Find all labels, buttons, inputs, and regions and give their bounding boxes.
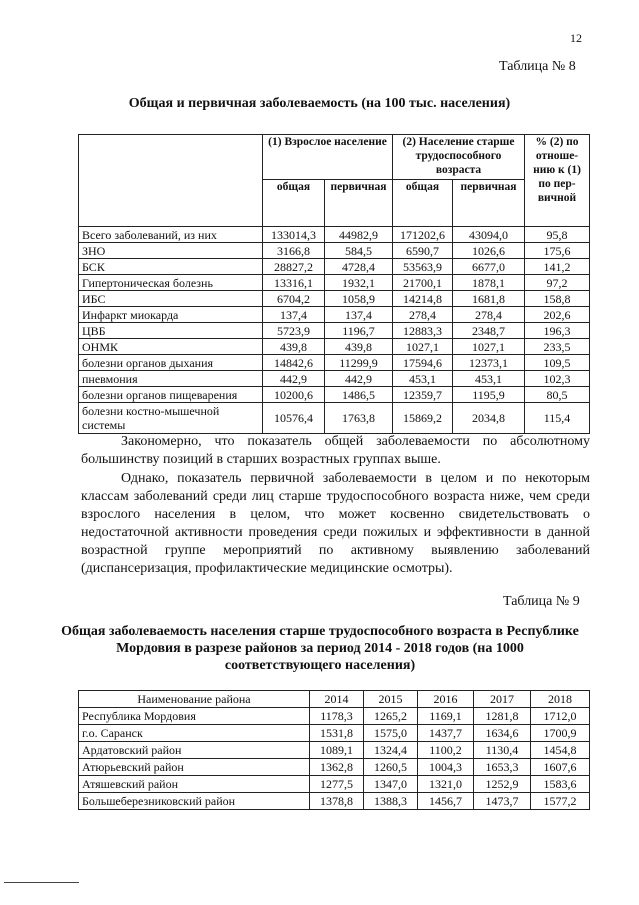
value-cell-y2018: 1577,2 <box>531 793 590 810</box>
value-cell-y2015: 1575,0 <box>364 725 418 742</box>
value-cell-ratio: 141,2 <box>525 259 590 275</box>
table-row <box>79 371 590 387</box>
table-row <box>79 708 590 725</box>
value-cell-y2017: 1281,8 <box>474 708 531 725</box>
table-row <box>79 403 590 434</box>
value-cell-s-total: 453,1 <box>393 371 453 387</box>
value-cell-a-total: 14842,6 <box>263 355 325 371</box>
row-label-cell: ИБС <box>79 291 263 307</box>
table-row <box>79 291 590 307</box>
value-cell-ratio: 196,3 <box>525 323 590 339</box>
value-cell-y2018: 1583,6 <box>531 776 590 793</box>
value-cell-s-total: 17594,6 <box>393 355 453 371</box>
value-cell-y2017: 1252,9 <box>474 776 531 793</box>
header-senior-total: общая <box>393 180 453 227</box>
row-label-cell: болезни костно-мышечной системы <box>79 403 263 434</box>
value-cell-ratio: 80,5 <box>525 387 590 403</box>
value-cell-a-total: 5723,9 <box>263 323 325 339</box>
value-cell-a-primary: 1196,7 <box>325 323 393 339</box>
district-name-cell: Атюрьевский район <box>79 759 310 776</box>
value-cell-ratio: 95,8 <box>525 227 590 243</box>
header-adult-primary: первичная <box>325 180 393 227</box>
table-8-label: Таблица № 8 <box>499 59 576 74</box>
row-label-cell: болезни органов пищеварения <box>79 387 263 403</box>
value-cell-a-total: 133014,3 <box>263 227 325 243</box>
table-row <box>79 339 590 355</box>
table-row <box>79 307 590 323</box>
value-cell-a-primary: 442,9 <box>325 371 393 387</box>
value-cell-a-total: 439,8 <box>263 339 325 355</box>
table-row <box>79 725 590 742</box>
value-cell-s-total: 21700,1 <box>393 275 453 291</box>
table-9-title: Общая заболеваемость населения старше трудоспособного возраста в Республике Мордовия в разрезе районов за период 2014 - 2018 годов (на 1000 соответствующего населения) <box>61 624 579 673</box>
value-cell-y2016: 1169,1 <box>418 708 474 725</box>
table-8-title: Общая и первичная заболеваемость (на 100 тыс. населения) <box>128 96 511 111</box>
header-adult-total: общая <box>263 180 325 227</box>
value-cell-s-total: 1027,1 <box>393 339 453 355</box>
value-cell-a-primary: 439,8 <box>325 339 393 355</box>
value-cell-y2014: 1531,8 <box>310 725 364 742</box>
row-label-cell: БСК <box>79 259 263 275</box>
paragraph-2: Однако, показатель первичной заболеваемости в целом и по некоторым классам заболеваний среди лиц старше трудоспособного возраста ниже, чем среди взрослого населения в целом, что может косвенно свидетельствовать о недостаточной активности проведения среди пожилых и эффективности в данной возрастной группе мероприятий по активному выявлению заболеваний (диспансеризация, профилактические медицинские осмотры). <box>81 471 590 576</box>
value-cell-a-total: 28827,2 <box>263 259 325 275</box>
value-cell-y2018: 1700,9 <box>531 725 590 742</box>
value-cell-y2017: 1653,3 <box>474 759 531 776</box>
value-cell-s-total: 12359,7 <box>393 387 453 403</box>
value-cell-s-primary: 2034,8 <box>453 403 525 434</box>
value-cell-s-total: 53563,9 <box>393 259 453 275</box>
value-cell-a-total: 442,9 <box>263 371 325 387</box>
value-cell-a-primary: 11299,9 <box>325 355 393 371</box>
row-label-cell: пневмония <box>79 371 263 387</box>
header-year-2016: 2016 <box>418 691 474 708</box>
row-label-cell: Инфаркт миокарда <box>79 307 263 323</box>
value-cell-s-total: 278,4 <box>393 307 453 323</box>
value-cell-a-total: 10200,6 <box>263 387 325 403</box>
value-cell-y2018: 1607,6 <box>531 759 590 776</box>
value-cell-ratio: 97,2 <box>525 275 590 291</box>
table-row <box>79 259 590 275</box>
value-cell-y2015: 1388,3 <box>364 793 418 810</box>
value-cell-a-primary: 1763,8 <box>325 403 393 434</box>
header-ratio: % (2) по отноше-нию к (1) по пер-вичной <box>525 135 590 227</box>
district-name-cell: Большеберезниковский район <box>79 793 310 810</box>
table-row <box>79 387 590 403</box>
value-cell-ratio: 115,4 <box>525 403 590 434</box>
table-row <box>79 759 590 776</box>
value-cell-y2014: 1277,5 <box>310 776 364 793</box>
district-name-cell: Республика Мордовия <box>79 708 310 725</box>
value-cell-s-primary: 1195,9 <box>453 387 525 403</box>
value-cell-s-primary: 2348,7 <box>453 323 525 339</box>
header-senior-primary: первичная <box>453 180 525 227</box>
value-cell-y2014: 1378,8 <box>310 793 364 810</box>
value-cell-s-total: 12883,3 <box>393 323 453 339</box>
district-name-cell: Ардатовский район <box>79 742 310 759</box>
value-cell-s-total: 6590,7 <box>393 243 453 259</box>
row-label-cell: ОНМК <box>79 339 263 355</box>
header-senior-population: (2) Население старше трудоспособного возраста <box>393 135 525 180</box>
value-cell-y2016: 1100,2 <box>418 742 474 759</box>
value-cell-a-primary: 1932,1 <box>325 275 393 291</box>
value-cell-s-primary: 453,1 <box>453 371 525 387</box>
table-row <box>79 355 590 371</box>
value-cell-s-total: 171202,6 <box>393 227 453 243</box>
value-cell-a-total: 10576,4 <box>263 403 325 434</box>
value-cell-a-total: 6704,2 <box>263 291 325 307</box>
value-cell-y2016: 1321,0 <box>418 776 474 793</box>
value-cell-y2016: 1437,7 <box>418 725 474 742</box>
value-cell-ratio: 109,5 <box>525 355 590 371</box>
row-label-cell: болезни органов дыхания <box>79 355 263 371</box>
table-row <box>79 776 590 793</box>
row-label-cell: Всего заболеваний, из них <box>79 227 263 243</box>
header-year-2018: 2018 <box>531 691 590 708</box>
value-cell-a-primary: 137,4 <box>325 307 393 323</box>
header-adult-population: (1) Взрослое население <box>263 135 393 180</box>
value-cell-s-primary: 1681,8 <box>453 291 525 307</box>
morbidity-table <box>78 134 590 434</box>
value-cell-a-primary: 4728,4 <box>325 259 393 275</box>
value-cell-a-primary: 1058,9 <box>325 291 393 307</box>
header-year-2014: 2014 <box>310 691 364 708</box>
value-cell-a-primary: 1486,5 <box>325 387 393 403</box>
value-cell-y2015: 1347,0 <box>364 776 418 793</box>
value-cell-ratio: 158,8 <box>525 291 590 307</box>
table-row <box>79 243 590 259</box>
value-cell-y2014: 1178,3 <box>310 708 364 725</box>
value-cell-y2017: 1634,6 <box>474 725 531 742</box>
value-cell-s-primary: 6677,0 <box>453 259 525 275</box>
value-cell-a-total: 3166,8 <box>263 243 325 259</box>
value-cell-s-total: 14214,8 <box>393 291 453 307</box>
corner-header-cell <box>79 135 263 227</box>
value-cell-s-primary: 43094,0 <box>453 227 525 243</box>
value-cell-a-primary: 44982,9 <box>325 227 393 243</box>
header-year-2015: 2015 <box>364 691 418 708</box>
value-cell-ratio: 202,6 <box>525 307 590 323</box>
value-cell-ratio: 102,3 <box>525 371 590 387</box>
value-cell-y2017: 1130,4 <box>474 742 531 759</box>
table-row <box>79 793 590 810</box>
row-label-cell: ЗНО <box>79 243 263 259</box>
row-label-cell: ЦВБ <box>79 323 263 339</box>
value-cell-y2018: 1712,0 <box>531 708 590 725</box>
value-cell-a-total: 137,4 <box>263 307 325 323</box>
value-cell-y2018: 1454,8 <box>531 742 590 759</box>
header-year-2017: 2017 <box>474 691 531 708</box>
footer-divider <box>4 882 79 883</box>
value-cell-y2014: 1362,8 <box>310 759 364 776</box>
value-cell-s-primary: 278,4 <box>453 307 525 323</box>
value-cell-s-primary: 1026,6 <box>453 243 525 259</box>
row-label-cell: Гипертоническая болезнь <box>79 275 263 291</box>
value-cell-s-total: 15869,2 <box>393 403 453 434</box>
value-cell-ratio: 233,5 <box>525 339 590 355</box>
value-cell-y2015: 1265,2 <box>364 708 418 725</box>
value-cell-y2015: 1260,5 <box>364 759 418 776</box>
value-cell-a-primary: 584,5 <box>325 243 393 259</box>
value-cell-ratio: 175,6 <box>525 243 590 259</box>
page-number: 12 <box>570 31 582 45</box>
table-9-label: Таблица № 9 <box>503 594 580 609</box>
value-cell-y2014: 1089,1 <box>310 742 364 759</box>
header-district-name: Наименование района <box>79 691 310 708</box>
district-morbidity-table <box>78 690 590 810</box>
value-cell-a-total: 13316,1 <box>263 275 325 291</box>
table-row <box>79 323 590 339</box>
value-cell-s-primary: 12373,1 <box>453 355 525 371</box>
value-cell-y2015: 1324,4 <box>364 742 418 759</box>
table-row <box>79 742 590 759</box>
value-cell-y2016: 1004,3 <box>418 759 474 776</box>
value-cell-s-primary: 1878,1 <box>453 275 525 291</box>
paragraph-1: Закономерно, что показатель общей заболеваемости по абсолютному большинству позиций в старших возрастных группах выше. <box>81 434 590 467</box>
value-cell-y2017: 1473,7 <box>474 793 531 810</box>
district-name-cell: Атяшевский район <box>79 776 310 793</box>
table-row <box>79 227 590 243</box>
district-name-cell: г.о. Саранск <box>79 725 310 742</box>
table-row <box>79 275 590 291</box>
value-cell-s-primary: 1027,1 <box>453 339 525 355</box>
value-cell-y2016: 1456,7 <box>418 793 474 810</box>
